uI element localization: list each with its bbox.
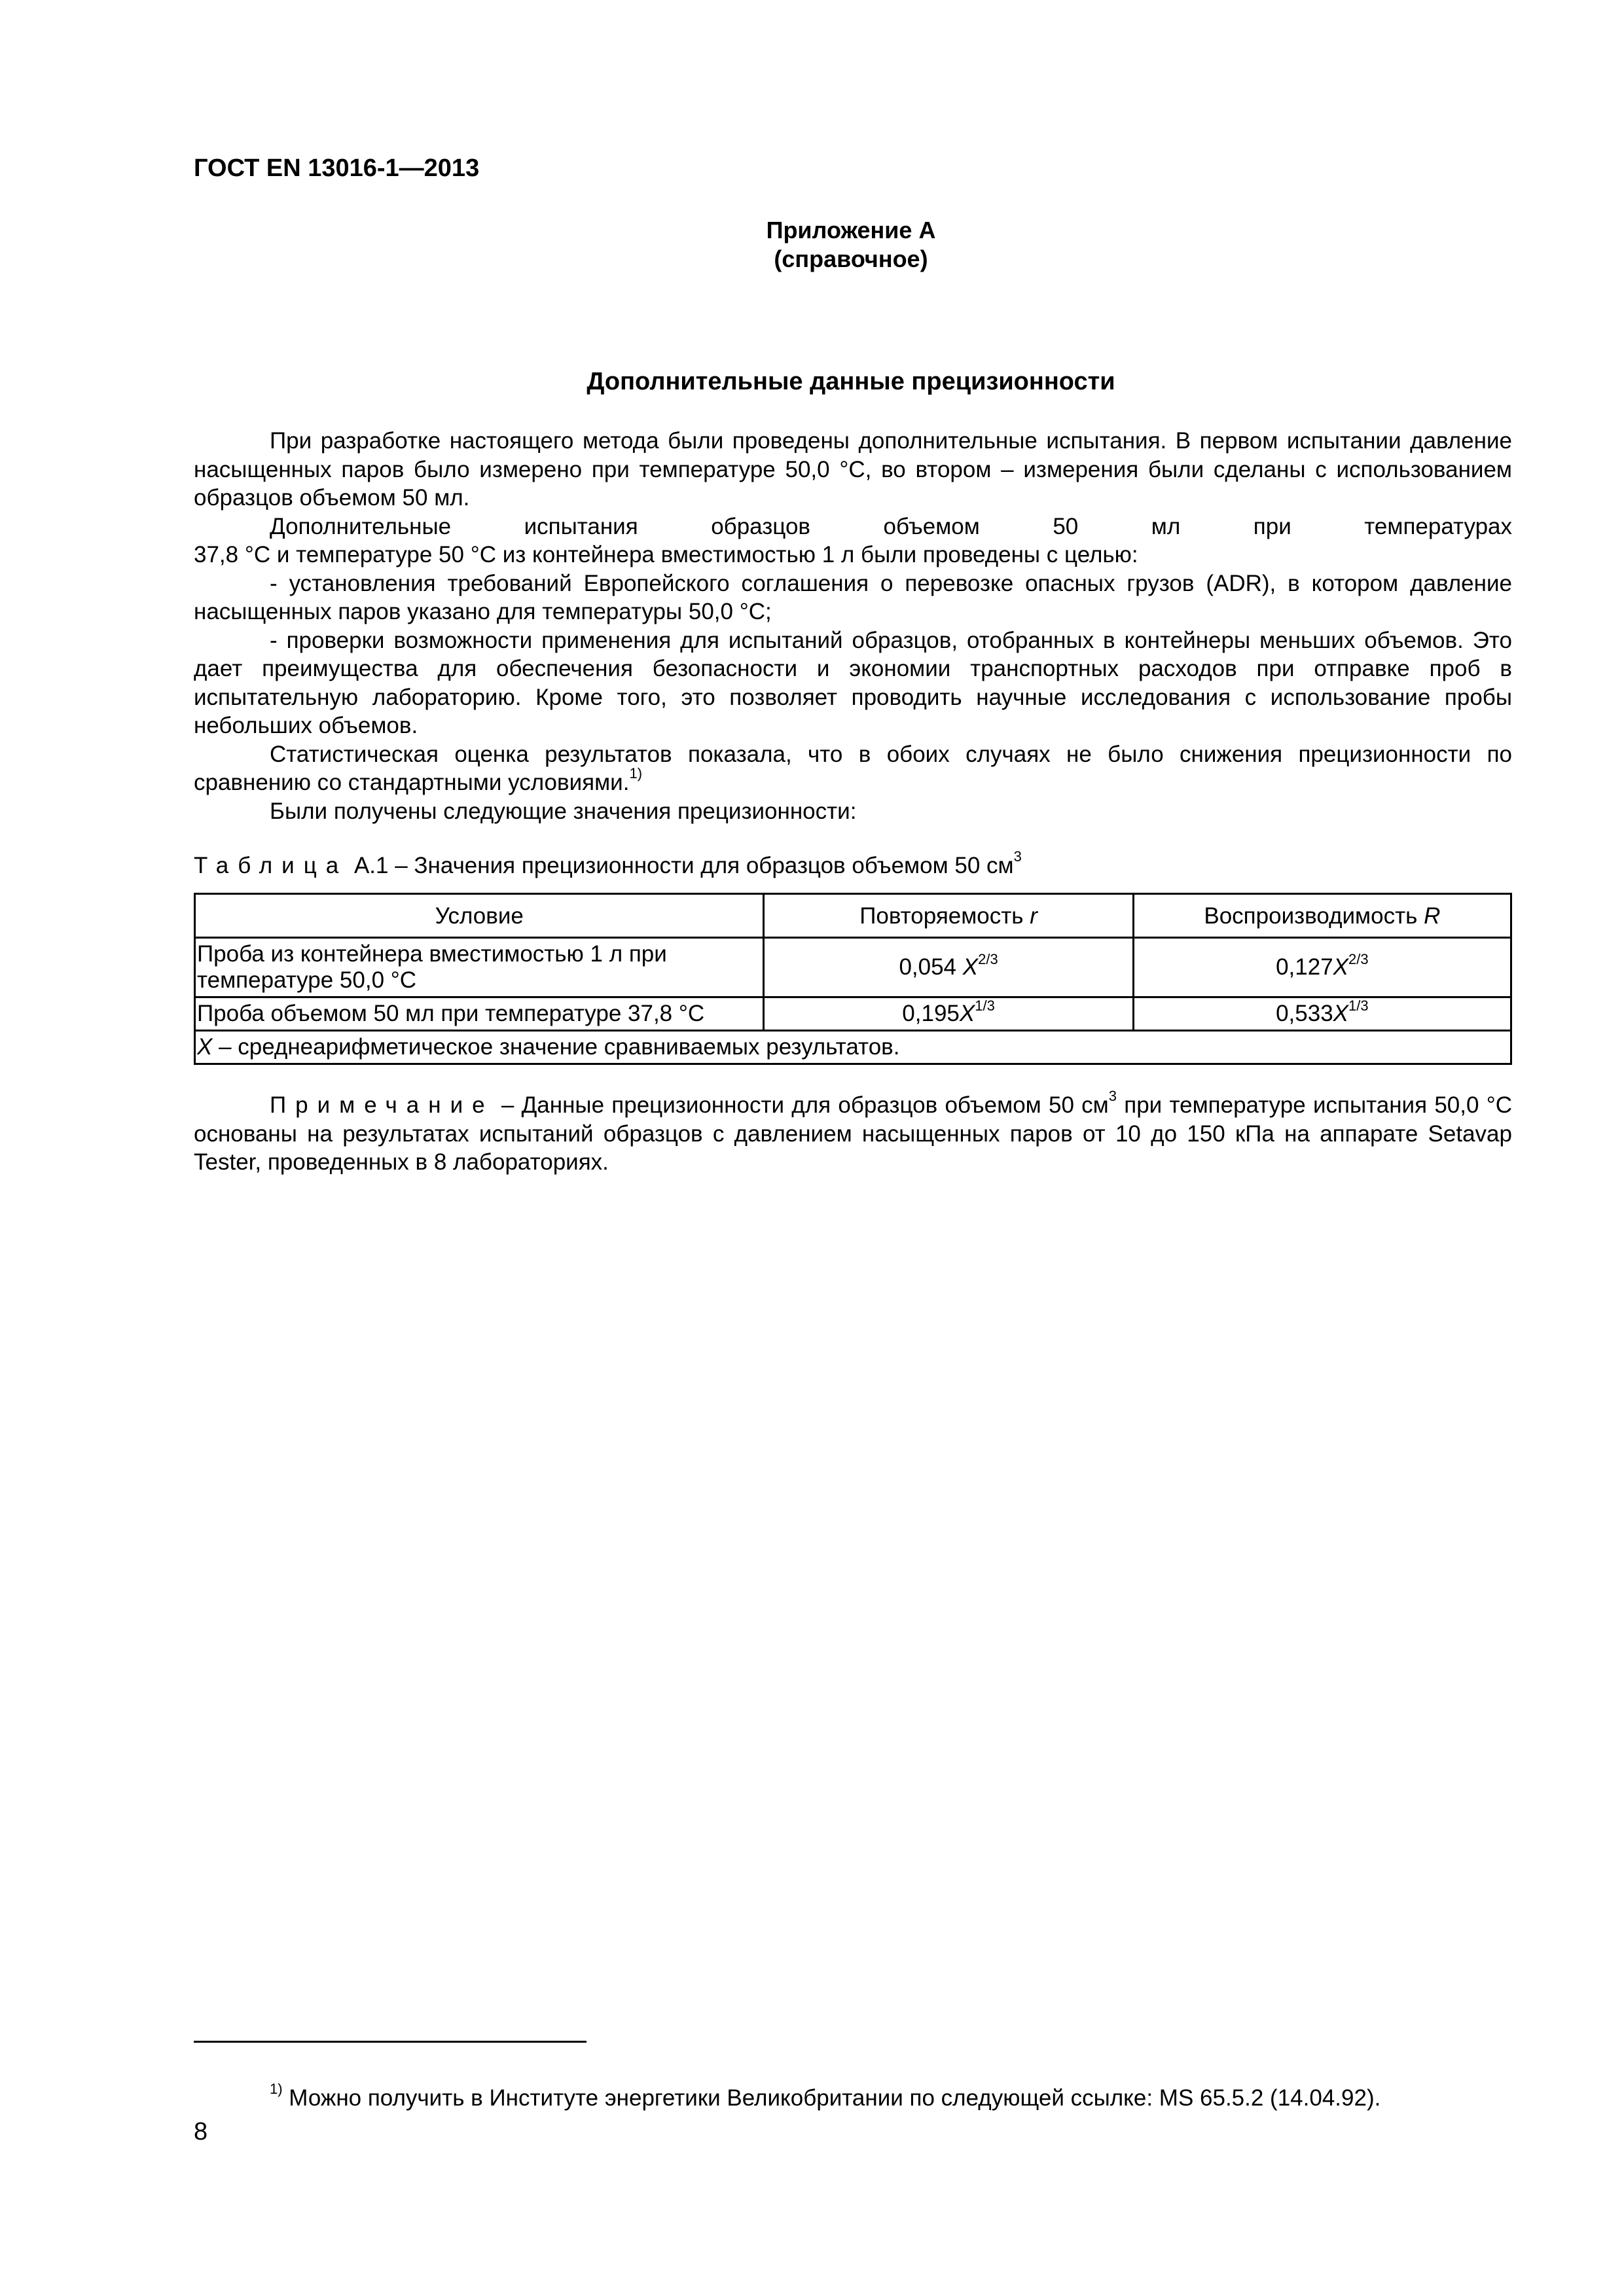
row-2-repeatability (764, 997, 1133, 1031)
note-text-start: – Данные прецизионности для образцов объемом 50 см (494, 1092, 1109, 1118)
header-repeatability-label: Повторяемость (859, 903, 1030, 929)
row-2-r-variable: X (959, 1001, 975, 1026)
note-superscript: 3 (1108, 1088, 1117, 1104)
footnote-marker: 1) (270, 2081, 283, 2097)
table-footer-note (195, 1031, 1511, 1064)
row-1-R-variable: X (1333, 954, 1349, 980)
annex-status: (справочное) (774, 245, 928, 272)
row-1-r-exponent: 2/3 (978, 951, 998, 967)
row-2-r-exponent: 1/3 (975, 997, 995, 1014)
row-2-reproducibility (1133, 997, 1511, 1031)
table-footer-row (195, 1031, 1511, 1064)
page-number: 8 (194, 2118, 208, 2145)
footnote (270, 2081, 1381, 2112)
table-caption-superscript: 3 (1013, 848, 1022, 865)
row-2-R-exponent: 1/3 (1348, 997, 1369, 1014)
header-reproducibility-symbol: R (1424, 903, 1441, 929)
table-row (195, 997, 1511, 1031)
row-1-R-coefficient: 0,127 (1276, 954, 1333, 980)
table-row (195, 938, 1511, 997)
row-1-R-exponent: 2/3 (1348, 951, 1369, 967)
row-1-repeatability (764, 938, 1133, 997)
table-caption-prefix: Таблица (194, 853, 348, 878)
table-header-row (195, 894, 1511, 938)
row-2-R-coefficient: 0,533 (1276, 1001, 1333, 1026)
paragraph-4: - проверки возможности применения для испытаний образцов, отобранных в контейнеры меньших объемов. Это дает преимущества для обеспечения безопасности и экономии транспортных расходов при отправке проб в испытательную лабораторию. Кроме того, это позволяет проводить научные исследования с использование пробы небольших объемов. (194, 627, 1512, 738)
paragraph-3: - установления требований Европейского соглашения о перевозке опасных грузов (ADR), в котором давление насыщенных паров указано для температуры 50,0 °С; (194, 570, 1512, 624)
paragraph-5-text: Статистическая оценка результатов показала, что в обоих случаях не было снижения прецизионности по сравнению со стандартными условиями. (194, 741, 1512, 795)
footnote-separator (194, 2041, 586, 2043)
footnote-text: Можно получить в Институте энергетики Великобритании по следующей ссылке: MS 65.5.2 (14.04.92). (282, 2085, 1381, 2111)
table-footer-text: – среднеарифметическое значение сравниваемых результатов. (212, 1034, 900, 1060)
paragraph-1: При разработке настоящего метода были проведены дополнительные испытания. В первом испытании давление насыщенных паров было измерено при температуре 50,0 °С, во втором – измерения были сделаны с использованием образцов объемом 50 мл. (194, 428, 1512, 511)
header-reproducibility-label: Воспроизводимость (1204, 903, 1424, 929)
header-reproducibility (1133, 894, 1511, 938)
paragraph-6: Были получены следующие значения прецизионности: (270, 798, 857, 824)
header-repeatability (764, 894, 1133, 938)
table-footer-variable: X (197, 1034, 213, 1060)
standard-code-header: ГОСТ EN 13016-1—2013 (194, 154, 480, 182)
paragraph-5 (194, 740, 1512, 797)
note (194, 1088, 1512, 1177)
annex-title: Приложение А (766, 217, 936, 243)
row-2-R-variable: X (1333, 1001, 1349, 1026)
row-2-r-coefficient: 0,195 (902, 1001, 960, 1026)
table-caption-text: А.1 – Значения прецизионности для образцов объемом 50 см (348, 853, 1014, 878)
section-title: Дополнительные данные прецизионности (586, 368, 1115, 395)
annex-heading (0, 216, 1624, 274)
note-label: Примечание (270, 1092, 494, 1118)
paragraph-2-line-1: Дополнительные испытания образцов объемом 50 мл при температурах (270, 513, 1512, 539)
row-2-condition: Проба объемом 50 мл при температуре 37,8 °С (195, 997, 764, 1031)
header-repeatability-symbol: r (1030, 903, 1038, 929)
body-text (194, 427, 1512, 1177)
note-text-end: при температуре испытания 50,0 °С основаны на результатах испытаний образцов с давлением насыщенных паров от 10 до 150 кПа на аппарате Setavap Tester, проведенных в 8 лабораториях. (194, 1092, 1512, 1175)
footnote-reference: 1) (629, 765, 643, 781)
table-caption (194, 848, 1512, 880)
row-1-r-coefficient: 0,054 (899, 954, 963, 980)
row-1-r-variable: X (962, 954, 979, 980)
precision-table (194, 893, 1512, 1065)
header-condition: Условие (195, 894, 764, 938)
row-1-reproducibility (1133, 938, 1511, 997)
row-1-condition: Проба из контейнера вместимостью 1 л при температуре 50,0 °С (195, 938, 764, 997)
paragraph-2-line-2: 37,8 °С и температуре 50 °С из контейнера вместимостью 1 л были проведены с целью: (194, 542, 1138, 567)
